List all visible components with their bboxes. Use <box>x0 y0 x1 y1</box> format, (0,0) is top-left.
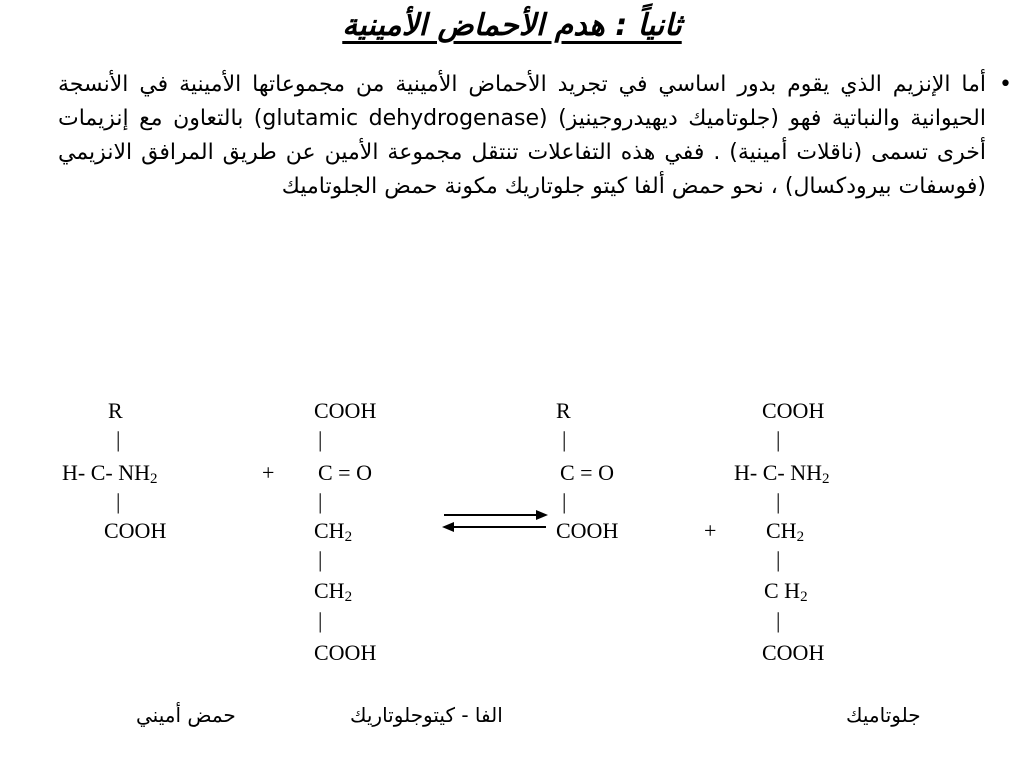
kg-ch2-2: $CH_2$ <box>314 578 353 605</box>
kg-cooh-top: COOH <box>314 398 377 423</box>
glu-center: H- C- $NH_2$ <box>734 460 830 487</box>
kg-ch2-1: $CH_2$ <box>314 518 353 545</box>
keto-acid-carbonyl: C = O <box>560 460 614 485</box>
amino-acid-r: R <box>108 398 123 423</box>
glu-cooh-bottom: COOH <box>762 640 825 665</box>
kg-cooh-bottom: COOH <box>314 640 377 665</box>
glu-bond-4: | <box>776 608 781 633</box>
keto-acid-cooh: COOH <box>556 518 619 543</box>
label-ketoglutarate: الفا - كيتوجلوتاريك <box>350 703 503 727</box>
glu-ch2-2: C $H_2$ <box>764 578 808 605</box>
glu-ch2-1: $CH_2$ <box>766 518 805 545</box>
slide-title: ثانياً : هدم الأحماض الأمينية <box>342 8 682 43</box>
kg-bond-1: | <box>318 427 323 452</box>
glu-cooh-top: COOH <box>762 398 825 423</box>
plus-sign-1: + <box>262 460 275 485</box>
kg-bond-3: | <box>318 547 323 572</box>
kg-bond-2: | <box>318 489 323 514</box>
plus-sign-2: + <box>704 518 717 543</box>
amino-acid-center: H- C- $NH_2$ <box>62 460 158 487</box>
kg-bond-4: | <box>318 608 323 633</box>
keto-acid-r: R <box>556 398 571 423</box>
bullet-paragraph <box>58 68 1012 204</box>
equilibrium-arrows-icon <box>440 508 550 534</box>
amino-acid-bond-top: | <box>116 427 121 452</box>
bullet-icon: • <box>999 72 1012 97</box>
amino-acid-cooh: COOH <box>104 518 167 543</box>
glu-bond-1: | <box>776 427 781 452</box>
kg-carbonyl: C = O <box>318 460 372 485</box>
paragraph-text: أما الإنزيم الذي يقوم بدور اساسي في تجريد الأحماض الأمينية من مجموعاتها الأمينية في الأنسجة الحيوانية والنباتية فهو (جلوتاميك ديهيدروجينيز) (glutamic dehydrogenase) بالتعاون مع إنزيمات أخرى تسمى (ناقلات أمينية) . ففي هذه التفاعلات تنتقل مجموعة الأمين عن طريق المرافق الانزيمي (فوسفات بيرودكسال) ، نحو حمض ألفا كيتو جلوتاريك مكونة حمض الجلوتاميك <box>58 72 987 199</box>
label-amino-acid: حمض أميني <box>136 703 236 727</box>
glu-bond-3: | <box>776 547 781 572</box>
amino-acid-bond-bottom: | <box>116 489 121 514</box>
keto-acid-bond-2: | <box>562 489 567 514</box>
label-glutamate: جلوتاميك <box>846 703 921 727</box>
keto-acid-bond-1: | <box>562 427 567 452</box>
glu-bond-2: | <box>776 489 781 514</box>
